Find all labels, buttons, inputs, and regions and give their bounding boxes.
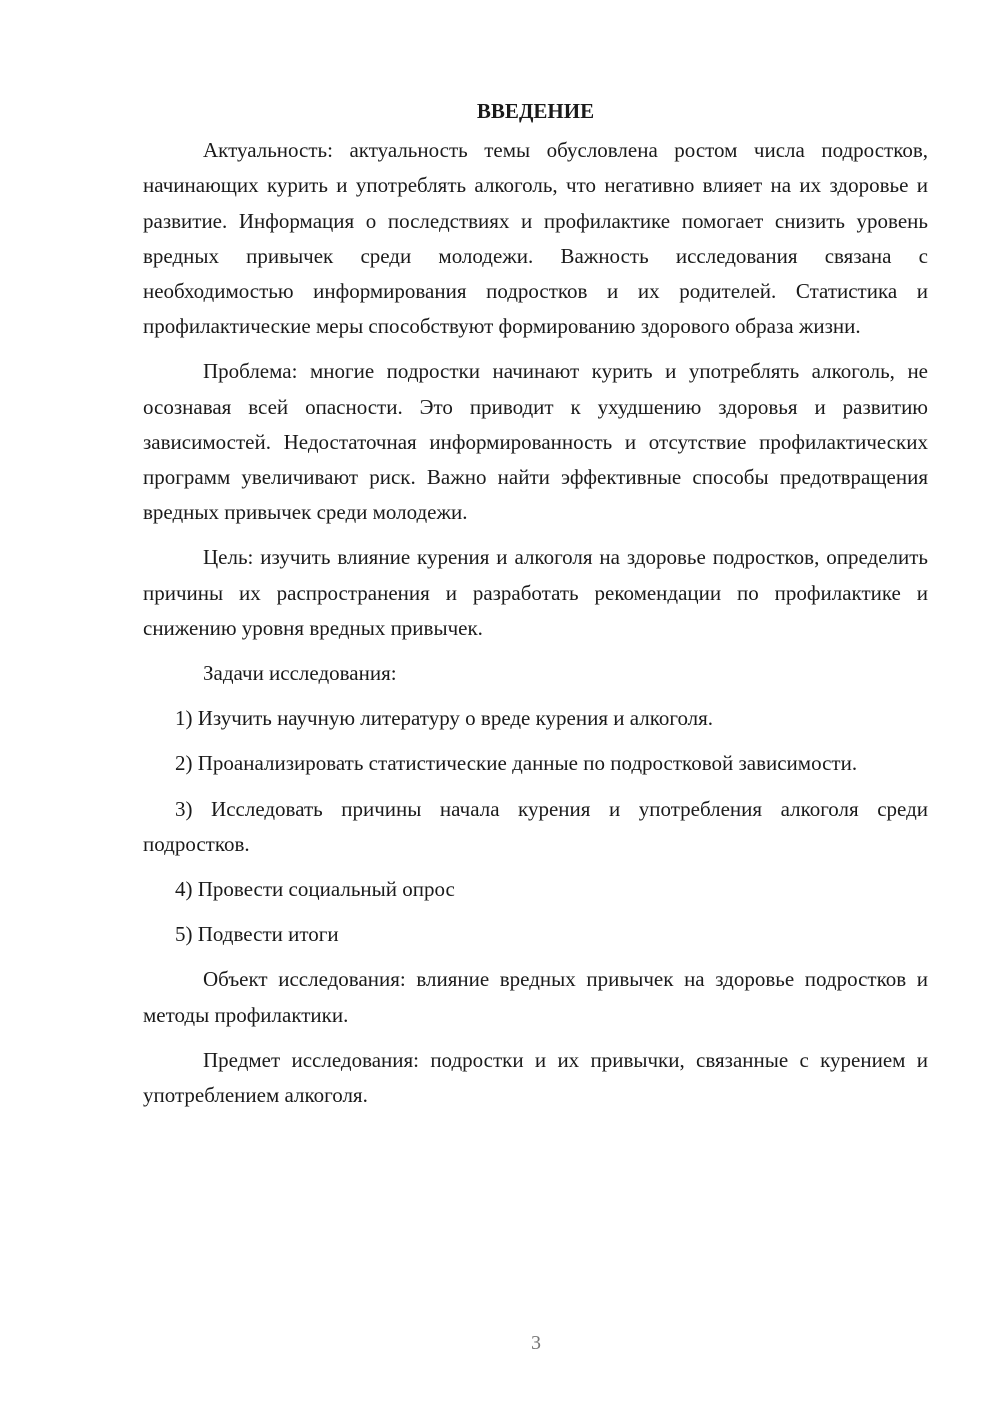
task-item: 1) Изучить научную литературу о вреде курения и алкоголя.: [175, 706, 714, 731]
task-item: 2) Проанализировать статистические данные по подростковой зависимости.: [175, 751, 858, 776]
relevance-paragraph: Актуальность: актуальность темы обусловлена ростом числа подростков, начинающих курить и употреблять алкоголь, что негативно влияет на их здоровье и развитие. Информация о последствиях и профилактике помогает снизить уровень вредных привычек среди молодежи. Важность исследования связана с необходимостью информирования подростков и их родителей. Статистика и профилактические меры способствуют формированию здорового образа жизни.: [143, 138, 928, 339]
task-item: 3) Исследовать причины начала курения и употребления алкоголя среди подростков.: [143, 796, 928, 856]
subject-paragraph: Предмет исследования: подростки и их привычки, связанные с курением и употреблением алкоголя.: [143, 1047, 928, 1108]
task-item: 5) Подвести итоги: [175, 922, 339, 947]
object-paragraph: Объект исследования: влияние вредных привычек на здоровье подростков и методы профилактики.: [143, 967, 928, 1027]
page-number: 3: [531, 1332, 541, 1354]
problem-paragraph: Проблема: многие подростки начинают курить и употреблять алкоголь, не осознавая всей опасности. Это приводит к ухудшению здоровья и развитию зависимостей. Недостаточная информированность и отсутствие профилактических программ увеличивают риск. Важно найти эффективные способы предотвращения вредных привычек среди молодежи.: [143, 359, 928, 525]
tasks-heading: Задачи исследования:: [203, 661, 397, 686]
task-item: 4) Провести социальный опрос: [175, 877, 455, 902]
goal-paragraph: Цель: изучить влияние курения и алкоголя на здоровье подростков, определить причины их распространения и разработать рекомендации по профилактике и снижению уровня вредных привычек.: [143, 545, 928, 640]
document-page: [143, 94, 928, 1123]
section-heading: ВВЕДЕНИЕ: [476, 99, 595, 123]
